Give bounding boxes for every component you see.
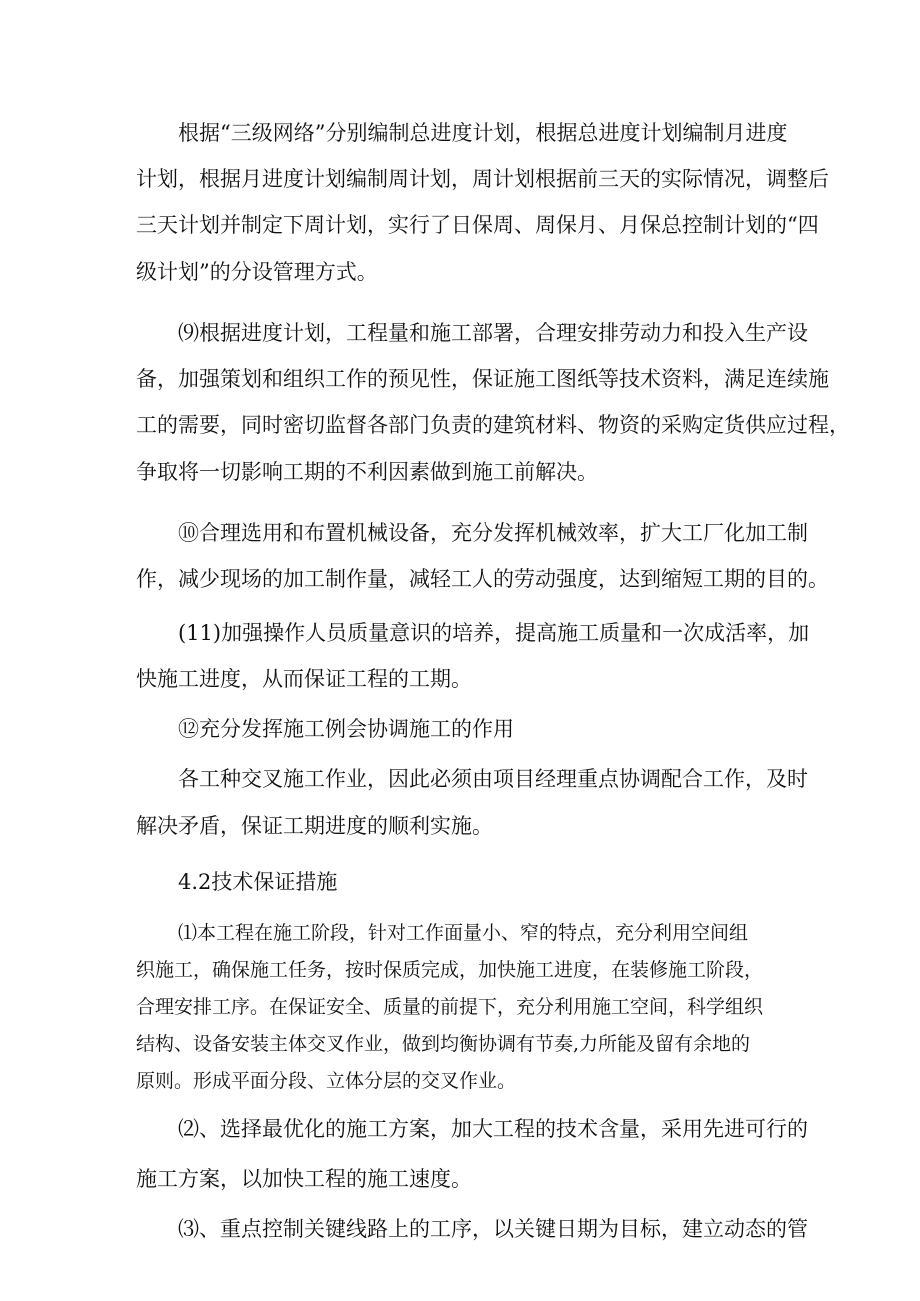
para-tech-1-line-2: 织施工，确保施工任务，按时保质完成，加快施工进度，在装修施工阶段， bbox=[136, 959, 764, 981]
para-cross-work-line-2: 解决矛盾，保证工期进度的顺利实施。 bbox=[136, 814, 493, 838]
para-three-level-network-line-4: 级计划”的分设管理方式。 bbox=[136, 260, 378, 284]
para-tech-1-line-5: 原则。形成平面分段、立体分层的交叉作业。 bbox=[136, 1070, 517, 1092]
para-item-9-line-3: 工的需要，同时密切监督各部门负责的建筑材料、物资的采购定货供应过程， bbox=[136, 413, 850, 437]
para-item-9-line-1: ⑼根据进度计划，工程量和施工部署，合理安排劳动力和投入生产设 bbox=[178, 321, 808, 345]
para-three-level-network-line-2: 计划，根据月进度计划编制周计划，周计划根据前三天的实际情况，调整后 bbox=[136, 167, 829, 191]
section-heading-4-2: 4.2技术保证措施 bbox=[178, 870, 338, 894]
para-item-11-line-2: 快施工进度，从而保证工程的工期。 bbox=[136, 667, 472, 691]
para-tech-3-line-1: ⑶、重点控制关键线路上的工序，以关键日期为目标，建立动态的管 bbox=[178, 1217, 808, 1241]
para-tech-2-line-1: ⑵、选择最优化的施工方案，加大工程的技术含量，采用先进可行的 bbox=[178, 1117, 808, 1141]
para-tech-1-line-4: 结构、设备安装主体交叉作业，做到均衡协调有节奏,力所能及留有余地的 bbox=[136, 1033, 751, 1055]
para-tech-1-line-1: ⑴本工程在施工阶段，针对工作面量小、窄的特点，充分利用空间组 bbox=[178, 922, 749, 944]
para-item-9-line-2: 备，加强策划和组织工作的预见性，保证施工图纸等技术资料，满足连续施 bbox=[136, 367, 829, 391]
para-item-9-line-4: 争取将一切影响工期的不利因素做到施工前解决。 bbox=[136, 460, 598, 484]
para-item-10-line-2: 作，减少现场的加工制作量，减轻工人的劳动强度，达到缩短工期的目的。 bbox=[136, 567, 829, 591]
para-item-11-line-1: (11)加强操作人员质量意识的培养，提高施工质量和一次成活率，加 bbox=[178, 621, 810, 645]
para-cross-work-line-1: 各工种交叉施工作业，因此必须由项目经理重点协调配合工作，及时 bbox=[178, 767, 808, 791]
para-tech-1-line-3: 合理安排工序。在保证安全、质量的前提下，充分利用施工空间，科学组织 bbox=[136, 996, 764, 1018]
para-item-10-line-1: ⑩合理选用和布置机械设备，充分发挥机械效率，扩大工厂化加工制 bbox=[178, 521, 808, 545]
para-three-level-network-line-1: 根据“三级网络”分别编制总进度计划，根据总进度计划编制月进度 bbox=[178, 121, 788, 145]
para-item-12-line-1: ⑫充分发挥施工例会协调施工的作用 bbox=[178, 717, 514, 741]
para-three-level-network-line-3: 三天计划并制定下周计划，实行了日保周、周保月、月保总控制计划的“四 bbox=[136, 213, 819, 237]
para-tech-2-line-2: 施工方案，以加快工程的施工速度。 bbox=[136, 1167, 472, 1191]
